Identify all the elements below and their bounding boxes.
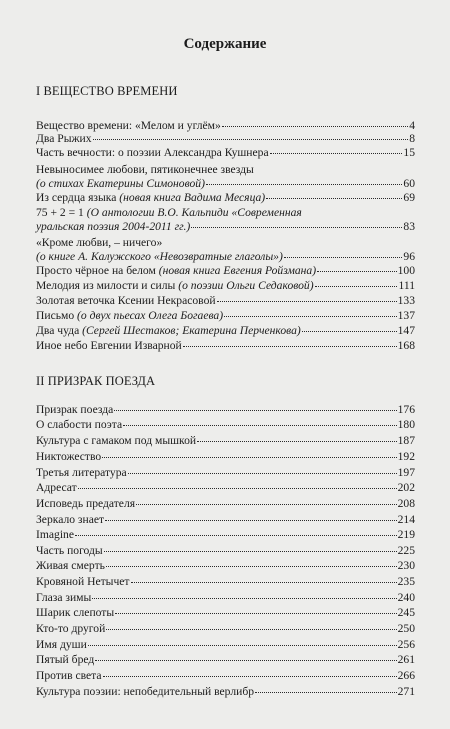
leader-dots	[115, 604, 396, 614]
entry-page: 60	[403, 177, 415, 190]
toc-entry[interactable]	[36, 559, 415, 572]
toc-entry[interactable]	[36, 418, 415, 431]
toc-entry[interactable]	[36, 653, 415, 666]
entry-title: Золотая веточка Ксении Некрасовой	[36, 294, 216, 307]
entry-title: Имя души	[36, 638, 87, 651]
toc-entry[interactable]	[36, 294, 415, 307]
toc-entry[interactable]	[36, 191, 415, 204]
entry-subtitle: (новая книга Вадима Месяца)	[119, 191, 266, 204]
entry-page: 240	[397, 591, 415, 604]
entry-page: 230	[397, 559, 415, 572]
entry-title: Из сердца языка	[36, 191, 120, 204]
entry-subtitle: (о двух пьесах Олега Богаева)	[77, 309, 224, 322]
leader-dots	[88, 636, 397, 646]
leader-dots	[105, 511, 397, 521]
section-heading-2: II ПРИЗРАК ПОЕЗДА	[36, 374, 156, 388]
entry-title: Культура поэзии: непобедительный верлибр	[36, 685, 255, 698]
toc-entry[interactable]	[36, 324, 415, 337]
entry-title: Против света	[36, 669, 102, 682]
leader-dots	[270, 144, 403, 154]
entry-title: Два чуда	[36, 324, 83, 337]
toc-entry[interactable]	[36, 264, 415, 277]
entry-title: Адресат	[36, 481, 77, 494]
toc-entry[interactable]	[36, 279, 415, 292]
entry-page: 266	[397, 669, 415, 682]
toc-entry[interactable]	[36, 339, 415, 352]
leader-dots	[217, 292, 397, 302]
entry-page: 187	[397, 434, 415, 447]
leader-dots	[114, 401, 396, 411]
entry-page: 133	[397, 294, 415, 307]
entry-title: Часть погоды	[36, 544, 103, 557]
entry-page: 271	[397, 685, 415, 698]
entry-subtitle: (Сергей Шестаков; Екатерина Перченкова)	[82, 324, 301, 337]
entry-title: Просто чёрное на белом	[36, 264, 159, 277]
entry-page: 147	[397, 324, 415, 337]
entry-page: 245	[397, 606, 415, 619]
entry-title: Мелодия из милости и силы	[36, 279, 179, 292]
entry-page: 225	[397, 544, 415, 557]
entry-page: 219	[397, 528, 415, 541]
toc-entry[interactable]	[36, 622, 415, 635]
entry-title: Призрак поезда	[36, 403, 114, 416]
toc-entry[interactable]	[36, 434, 415, 447]
leader-dots	[78, 479, 397, 489]
entry-title: Культура с гамаком под мышкой	[36, 434, 197, 447]
entry-title: Третья литература	[36, 466, 127, 479]
toc-entry[interactable]	[36, 450, 415, 463]
leader-dots	[266, 189, 402, 199]
page-title: Содержание	[183, 36, 267, 52]
entry-subtitle: (о книге А. Калужского «Невозвратные глаголы»)	[36, 250, 283, 263]
leader-dots	[317, 262, 397, 272]
leader-dots	[95, 651, 396, 661]
leader-dots	[315, 277, 398, 287]
entry-page: 197	[397, 466, 415, 479]
leader-dots	[302, 322, 397, 332]
toc-entry[interactable]	[36, 220, 415, 233]
leader-dots	[284, 248, 403, 258]
entry-subtitle: (о поэзии Ольги Седаковой)	[178, 279, 314, 292]
toc-entry[interactable]	[36, 481, 415, 494]
entry-page: 214	[397, 513, 415, 526]
entry-page: 137	[397, 309, 415, 322]
entry-page: 4	[409, 119, 415, 132]
leader-dots	[123, 416, 396, 426]
toc-entry[interactable]	[36, 466, 415, 479]
entry-title: Часть вечности: о поэзии Александра Кушнера	[36, 146, 269, 159]
toc-entry[interactable]	[36, 591, 415, 604]
entry-title: Вещество времени: «Мелом и углём»	[36, 119, 221, 132]
toc-entry[interactable]	[36, 685, 415, 698]
entry-title: Imagine	[36, 528, 74, 541]
leader-dots	[222, 117, 408, 127]
toc-entry[interactable]	[36, 669, 415, 682]
entry-page: 8	[409, 132, 415, 145]
toc-entry[interactable]	[36, 309, 415, 322]
leader-dots	[131, 573, 397, 583]
leader-dots	[102, 448, 396, 458]
leader-dots	[92, 589, 396, 599]
toc-entry[interactable]	[36, 497, 415, 510]
section-heading-1: I ВЕЩЕСТВО ВРЕМЕНИ	[36, 84, 178, 98]
entry-title: О слабости поэта	[36, 418, 123, 431]
entry-page: 261	[397, 653, 415, 666]
toc-entry[interactable]	[36, 544, 415, 557]
entry-title: Письмо	[36, 309, 78, 322]
entry-title: Глаза зимы	[36, 591, 92, 604]
toc-entry[interactable]	[36, 513, 415, 526]
entry-page: 15	[403, 146, 415, 159]
entry-page: 83	[403, 220, 415, 233]
entry-title: Иное небо Евгении Изварной	[36, 339, 182, 352]
entry-page: 100	[397, 264, 415, 277]
leader-dots	[128, 464, 397, 474]
leader-dots	[75, 526, 397, 536]
toc-entry[interactable]	[36, 606, 415, 619]
leader-dots	[255, 683, 397, 693]
entry-page: 202	[397, 481, 415, 494]
toc-entry-line: «Кроме любви, – ничего»	[36, 236, 163, 249]
entry-page: 256	[397, 638, 415, 651]
leader-dots	[197, 432, 397, 442]
entry-title: Зеркало знает	[36, 513, 105, 526]
toc-entry[interactable]	[36, 146, 415, 159]
toc-entry[interactable]	[36, 528, 415, 541]
entry-title: Исповедь предателя	[36, 497, 136, 510]
entry-title: Живая смерть	[36, 559, 105, 572]
leader-dots	[106, 620, 396, 630]
entry-page: 208	[397, 497, 415, 510]
toc-entry[interactable]	[36, 638, 415, 651]
leader-dots	[104, 542, 397, 552]
toc-entry[interactable]	[36, 575, 415, 588]
entry-title: Кто-то другой	[36, 622, 106, 635]
entry-title: Пятый бред	[36, 653, 95, 666]
toc-entry[interactable]	[36, 403, 415, 416]
entry-title: Шарик слепоты	[36, 606, 115, 619]
entry-subtitle: (о стихах Екатерины Симоновой)	[36, 177, 205, 190]
leader-dots	[224, 307, 397, 317]
entry-page: 180	[397, 418, 415, 431]
entry-page: 192	[397, 450, 415, 463]
leader-dots	[183, 337, 397, 347]
entry-page: 168	[397, 339, 415, 352]
entry-page: 69	[403, 191, 415, 204]
leader-dots	[106, 557, 397, 567]
entry-page: 111	[398, 279, 415, 292]
toc-entry-line: Невыносимее любови, пятиконечнее звезды	[36, 163, 254, 176]
leader-dots	[206, 175, 402, 185]
entry-page: 235	[397, 575, 415, 588]
leader-dots	[93, 130, 409, 140]
leader-dots	[136, 495, 397, 505]
entry-subtitle: (новая книга Евгения Ройзмана)	[158, 264, 317, 277]
leader-dots	[103, 667, 397, 677]
leader-dots	[191, 218, 402, 228]
entry-title: 75 + 2 = 1	[36, 206, 87, 219]
entry-page: 96	[403, 250, 415, 263]
entry-title: Никтожество	[36, 450, 102, 463]
entry-title: Два Рыжих	[36, 132, 92, 145]
entry-page: 250	[397, 622, 415, 635]
entry-page: 176	[397, 403, 415, 416]
entry-title: Кровяной Нетычет	[36, 575, 130, 588]
entry-subtitle: (О антологии В.О. Кальпиди «Современная	[86, 206, 302, 219]
entry-subtitle: уральская поэзия 2004-2011 гг.)	[36, 220, 191, 233]
